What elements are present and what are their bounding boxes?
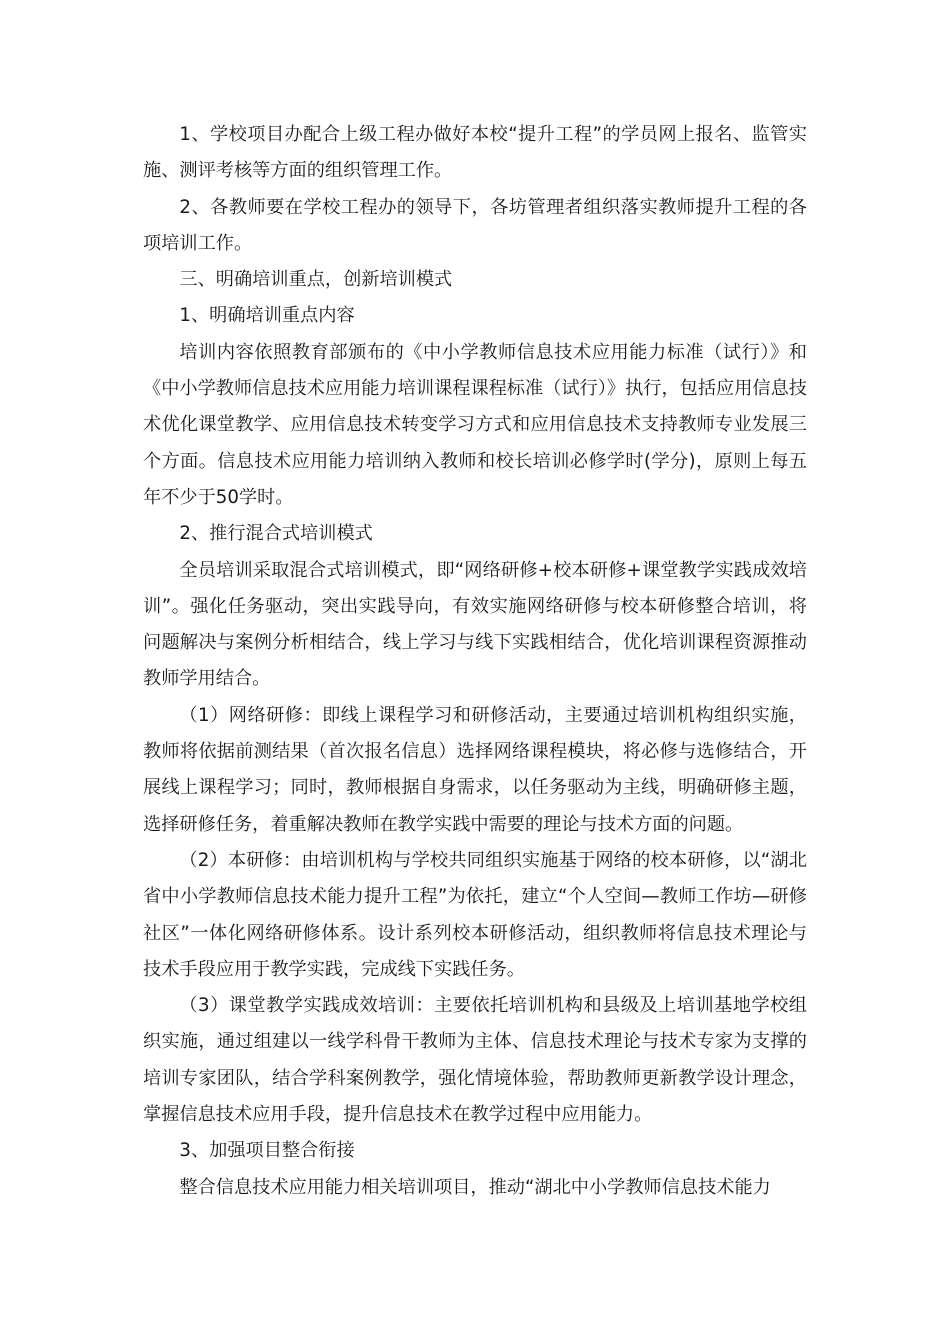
section-heading-training-focus: 三、明确培训重点，创新培训模式 bbox=[179, 269, 453, 291]
paragraph-online-study: （1）网络研修：即线上课程学习和研修活动，主要通过培训机构组织实施，教师将依据前测结果（首次报名信息）选择网络课程模块，将必修与选修结合，开展线上课程学习；同时，教师根据自身需求，以任务驱动为主线，明确研修主题，选择研修任务，着重解决教师在教学实践中需要的理论与技术方面的问题。 bbox=[143, 704, 807, 835]
subheading-blended-training: 2、推行混合式培训模式 bbox=[179, 523, 373, 545]
paragraph-project-office-duties: 1、学校项目办配合上级工程办做好本校“提升工程”的学员网上报名、监管实施、测评考核等方面的组织管理工作。 bbox=[143, 124, 807, 182]
paragraph-teacher-duties: 2、各教师要在学校工程办的领导下，各坊管理者组织落实教师提升工程的各项培训工作。 bbox=[143, 196, 807, 254]
subheading-project-integration: 3、加强项目整合衔接 bbox=[179, 1140, 355, 1162]
paragraph-project-integration: 整合信息技术应用能力相关培训项目，推动“湖北中小学教师信息技术能力 bbox=[179, 1176, 771, 1198]
paragraph-school-based-study: （2）本研修：由培训机构与学校共同组织实施基于网络的校本研修，以“湖北省中小学教师信息技术能力提升工程”为依托，建立“个人空间—教师工作坊—研修社区”一体化网络研修体系。设计系列校本研修活动，组织教师将信息技术理论与技术手段应用于教学实践，完成线下实践任务。 bbox=[143, 849, 807, 980]
paragraph-blended-training: 全员培训采取混合式培训模式，即“网络研修+校本研修+课堂教学实践成效培训”。强化任务驱动，突出实践导向，有效实施网络研修与校本研修整合培训，将问题解决与案例分析相结合，线上学习与线下实践相结合，优化培训课程资源推动教师学用结合。 bbox=[143, 559, 807, 690]
document-body bbox=[143, 117, 807, 1206]
subheading-training-content: 1、明确培训重点内容 bbox=[179, 305, 355, 327]
paragraph-training-content: 培训内容依照教育部颁布的《中小学教师信息技术应用能力标准（试行）》和《中小学教师信息技术应用能力培训课程课程标准（试行）》执行，包括应用信息技术优化课堂教学、应用信息技术转变学习方式和应用信息技术支持教师专业发展三个方面。信息技术应用能力培训纳入教师和校长培训必修学时(学分)，原则上每五年不少于50学时。 bbox=[143, 341, 807, 508]
paragraph-classroom-practice: （3）课堂教学实践成效培训：主要依托培训机构和县级及上培训基地学校组织实施，通过组建以一线学科骨干教师为主体、信息技术理论与技术专家为支撑的培训专家团队，结合学科案例教学，强化情境体验，帮助教师更新教学设计理念，掌握信息技术应用手段，提升信息技术在教学过程中应用能力。 bbox=[143, 995, 807, 1126]
